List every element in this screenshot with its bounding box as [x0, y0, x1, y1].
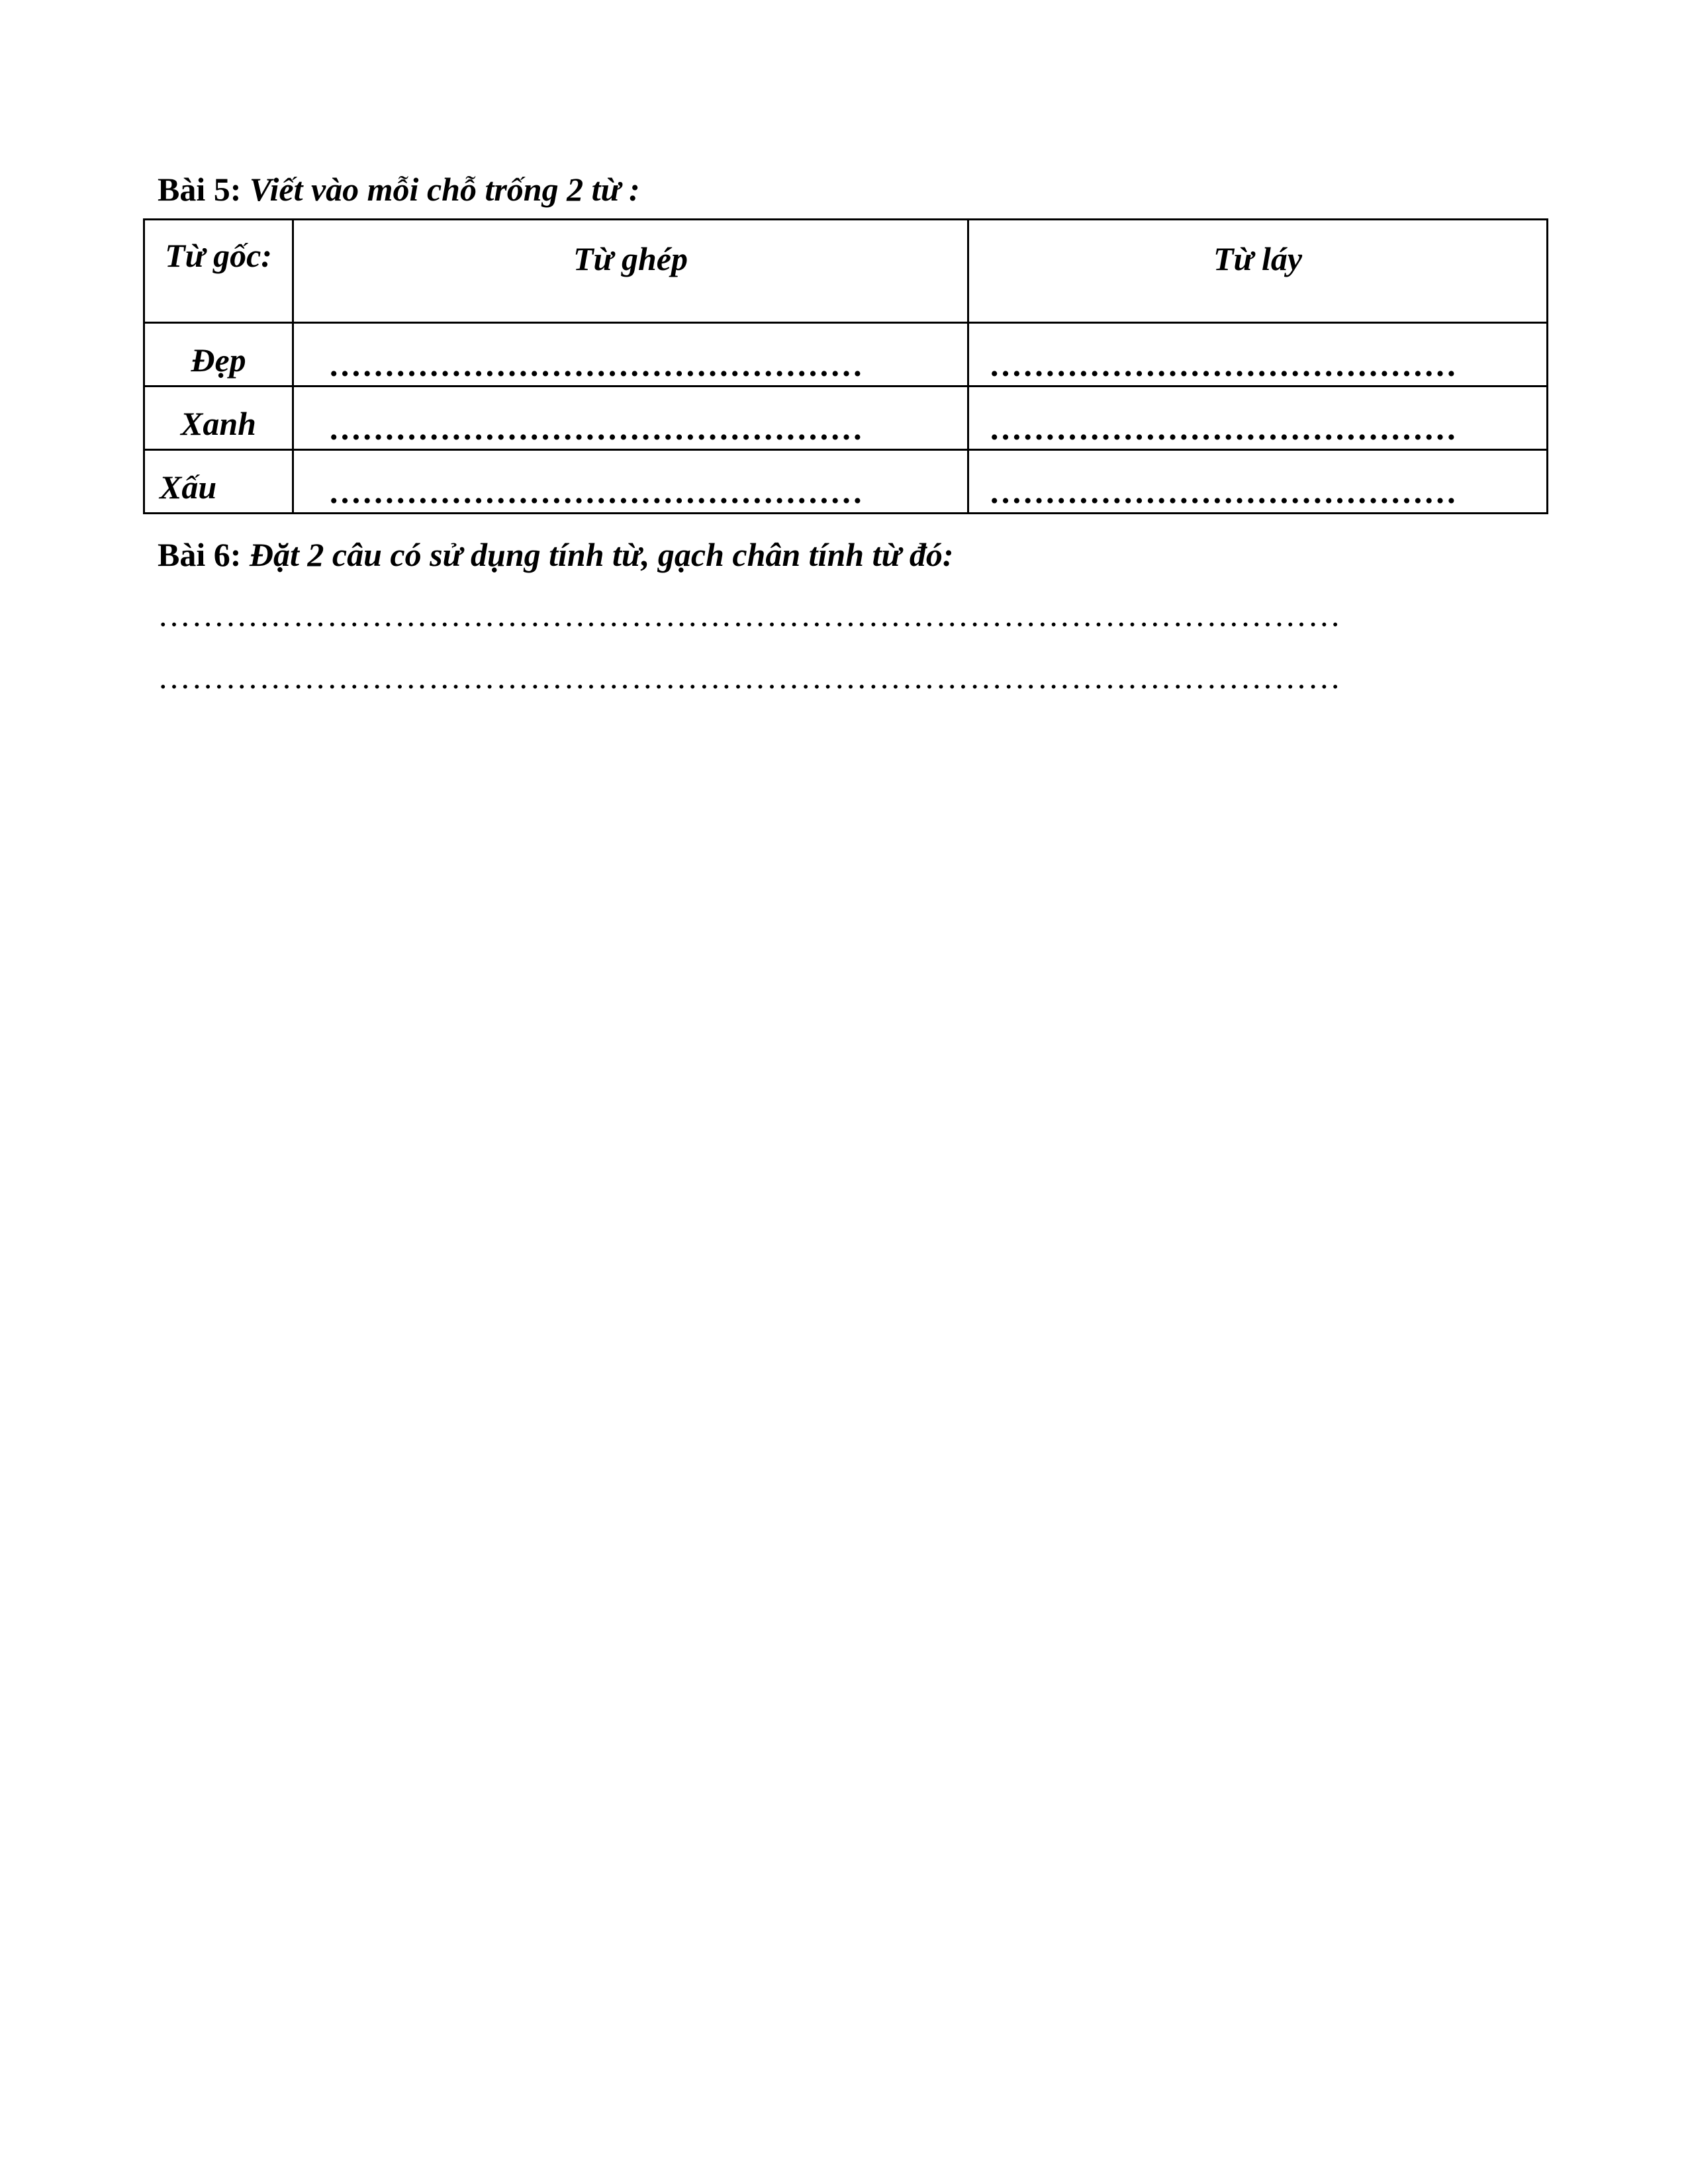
- compound-answer-blank[interactable]: …………………………………………: [293, 450, 968, 514]
- header-reduplicative-word: Từ láy: [968, 220, 1548, 323]
- exercise-5-heading: [158, 169, 640, 209]
- exercise-6-instruction: Đặt 2 câu có sử dụng tính từ, gạch chân tính từ đó:: [249, 536, 954, 573]
- exercise-6-heading: [158, 535, 954, 574]
- reduplicative-answer-blank[interactable]: ……………………………………: [968, 387, 1548, 450]
- exercise-6-label: Bài 6:: [158, 536, 242, 573]
- exercise-5-instruction: Viết vào mỗi chỗ trống 2 từ :: [249, 171, 640, 208]
- compound-answer-blank[interactable]: …………………………………………: [293, 387, 968, 450]
- table-row: [144, 387, 1548, 450]
- compound-answer-blank[interactable]: …………………………………………: [293, 323, 968, 387]
- table-row: [144, 450, 1548, 514]
- header-compound-word: Từ ghép: [293, 220, 968, 323]
- root-word-cell: Xanh: [144, 387, 293, 450]
- exercise-5-label: Bài 5:: [158, 171, 242, 208]
- answer-line-2[interactable]: ……………………………………………………………………………………………: [158, 659, 1342, 696]
- root-word-cell: Xấu: [144, 450, 293, 514]
- table-row: [144, 323, 1548, 387]
- table-header-row: [144, 220, 1548, 323]
- reduplicative-answer-blank[interactable]: ……………………………………: [968, 323, 1548, 387]
- reduplicative-answer-blank[interactable]: ……………………………………: [968, 450, 1548, 514]
- word-table: [143, 218, 1548, 514]
- header-root-word: Từ gốc:: [144, 220, 293, 323]
- root-word-cell: Đẹp: [144, 323, 293, 387]
- answer-line-1[interactable]: ……………………………………………………………………………………………: [158, 596, 1342, 633]
